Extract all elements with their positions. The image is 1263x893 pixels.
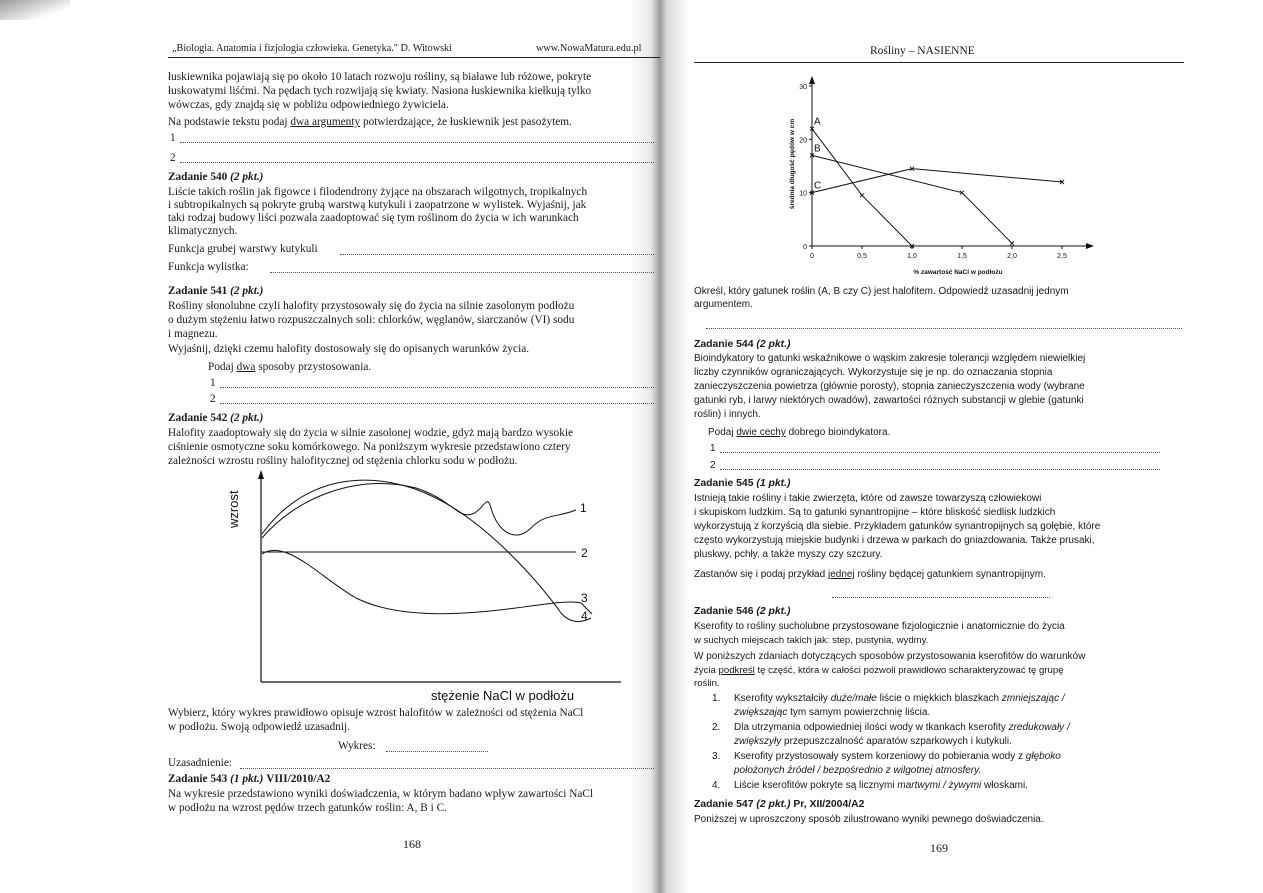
- task-points: (1 pkt.): [756, 478, 791, 489]
- series-a-point: [860, 193, 864, 197]
- answer-num: 1: [210, 377, 216, 389]
- list-option[interactable]: położonych źródeł / bezpośrednio z wilgotnej atmosfery.: [734, 765, 982, 776]
- answer-num: 1: [170, 132, 176, 144]
- chart-x-label: % zawartość NaCl w podłożu: [913, 269, 1003, 276]
- intro-line: łuskowatymi liśćmi. Na pędach tych rozwijają się kwiaty. Nasiona łuskiewnika kiełkują tylko: [168, 85, 592, 97]
- left-header-url: www.NowaMatura.edu.pl: [536, 43, 642, 54]
- z541-line: i magnezu.: [168, 328, 218, 340]
- z545-line: często wykorzystują miejskie budynki i drzewa w parkach do gniazdowania. Także prusaki,: [694, 535, 1095, 546]
- task-title: Zadanie 547: [694, 799, 754, 810]
- graph-x-label: stężenie NaCl w podłożu: [431, 688, 575, 703]
- z540-function-2: Funkcja wylistka:: [168, 261, 249, 273]
- list-item-num: 4.: [712, 780, 721, 791]
- list-text: przepuszczalność aparatów szparkowych i kutykuli.: [781, 736, 1012, 747]
- z541-line: Wyjaśnij, dzięki czemu halofity dostosowały się do opisanych warunków życia.: [168, 343, 530, 355]
- z545-heading: [694, 477, 790, 490]
- z542-heading: [168, 412, 263, 425]
- list-option[interactable]: zredukowały /: [1008, 722, 1070, 733]
- z543-line: w podłożu na wzrost pędów trzech gatunków roślin: A, B i C.: [168, 802, 447, 814]
- z544-line: liczby czynników ograniczających. Wykorzystuje się je np. do oznaczania stopnia: [694, 367, 1053, 378]
- task-title: Zadanie 540: [168, 171, 228, 183]
- z541-line: Rośliny słonolubne czyli halofity przystosowały się do życia na silnie zasolonym podłożu: [168, 300, 575, 312]
- q-text: potwierdzające, że łuskiewnik jest pasożytem.: [360, 116, 572, 128]
- z542-line: ciśnienie osmotyczne soku komórkowego. Na poniższym wykresie przedstawiono cztery: [168, 441, 571, 453]
- answer-line-f1[interactable]: [340, 254, 654, 255]
- left-header-title: „Biologia. Anatomia i fizjologia człowieka. Genetyka." D. Witowski: [172, 43, 452, 54]
- task-title: Zadanie 545: [694, 478, 754, 489]
- x-tick-label: 1,5: [957, 253, 967, 260]
- list-option[interactable]: duże/małe: [830, 693, 877, 704]
- answer-line-2[interactable]: [180, 162, 654, 163]
- right-header-title: Rośliny – NASIENNE: [870, 45, 975, 57]
- z540-line: i subtropikalnych są pokryte grubą warstwą kutykuli i zaopatrzone w wylistek. Wyjaśnij, jak: [168, 199, 587, 211]
- list-option[interactable]: zmniejszając /: [1001, 693, 1065, 704]
- curve-label-3: 3: [581, 591, 588, 605]
- z545-line: pluskwy, pchły, a także myszy czy szczury.: [694, 549, 883, 560]
- z544-line: gatunki ryb, i larwy niektórych owadów), zawartości różnych substancji w glebie (gatunki: [694, 395, 1084, 406]
- task-points: (2 pkt.): [230, 171, 264, 183]
- chart-x-axis-arrow: [1086, 243, 1094, 249]
- z543-answer-line[interactable]: [706, 328, 1182, 329]
- curve-label-2: 2: [581, 546, 588, 560]
- y-tick-label: 30: [799, 84, 807, 91]
- task-title: Zadanie 541: [168, 285, 228, 297]
- q-underlined: dwa argumenty: [290, 116, 361, 128]
- z541-question: [208, 361, 371, 374]
- q-text: życia: [694, 665, 719, 676]
- z543-after-line: Określ, który gatunek roślin (A, B czy C) jest halofitem. Odpowiedź uzasadnij jednym: [694, 286, 1069, 297]
- list-item: [734, 706, 930, 719]
- chart-series: [810, 117, 1064, 248]
- curve-1: [262, 484, 576, 538]
- z545-line: i skupiskom ludzkim. Są to gatunki synantropijne – które bliskość siedlisk ludzkich: [694, 507, 1056, 518]
- task-title: Zadanie 542: [168, 412, 228, 424]
- intro-line: łuskiewnika pojawiają się po około 10 latach rozwoju rośliny, są białawe lub różowe, pokryte: [168, 71, 592, 83]
- wykres-label: Wykres:: [338, 740, 376, 752]
- uzasadnienie-label: Uzasadnienie:: [168, 757, 232, 769]
- z545-answer-line[interactable]: [832, 597, 1050, 598]
- graph-y-label: wzrost: [226, 490, 241, 528]
- right-page: [672, 0, 1263, 893]
- task-code: Pr, XII/2004/A2: [793, 799, 865, 810]
- q-underlined: dwie cechy: [736, 427, 786, 438]
- z546-line: W poniższych zdaniach dotyczących sposobów przystosowania kserofitów do warunków: [694, 651, 1086, 662]
- task-points: (2 pkt.): [230, 285, 264, 297]
- series-a-line: [812, 129, 912, 246]
- answer-line-1[interactable]: [220, 387, 654, 388]
- task-title: Zadanie 546: [694, 606, 754, 617]
- uzasadnienie-answer-line[interactable]: [240, 768, 654, 769]
- list-option[interactable]: zwiększyły: [734, 736, 782, 747]
- task-title: Zadanie 544: [694, 339, 754, 350]
- list-text: Kserofity wykształciły: [734, 693, 831, 704]
- z544-line: zanieczyszczenia powietrza (głównie porosty), stopnia zanieczyszczenia wody (wybrane: [694, 381, 1085, 392]
- list-item: [734, 750, 1061, 763]
- answer-num: 2: [170, 152, 176, 164]
- list-item: [734, 779, 1028, 792]
- z546-line: w suchych miejscach takich jak: step, pustynia, wydmy.: [694, 635, 929, 646]
- task-points: (2 pkt.): [230, 412, 264, 424]
- x-tick-label: 2,5: [1057, 253, 1067, 260]
- x-tick-label: 1,0: [907, 253, 917, 260]
- list-option[interactable]: zwiększając: [734, 707, 788, 718]
- left-header-rule: [168, 57, 660, 58]
- list-text: liście o miękkich blaszkach: [876, 693, 1002, 704]
- series-b-label: B: [814, 143, 821, 155]
- chart-y-label: średnia długość pędów w cm: [789, 118, 796, 210]
- z545-line: Istnieją takie rośliny i takie zwierzęta, które od zawsze towarzyszą człowiekowi: [694, 493, 1042, 504]
- list-item-num: 2.: [712, 722, 721, 733]
- z544-question: [708, 426, 890, 439]
- q-text: Podaj: [208, 361, 237, 373]
- task-points: (2 pkt.): [756, 339, 791, 350]
- task-points: (2 pkt.): [756, 606, 791, 617]
- intro-question: [168, 116, 572, 129]
- z542-after: w podłożu. Swoją odpowiedź uzasadnij.: [168, 721, 350, 733]
- curve-3: [262, 480, 591, 621]
- answer-num: 2: [210, 393, 216, 405]
- y-tick-label: 20: [799, 137, 807, 145]
- series-a-label: A: [814, 116, 821, 128]
- q-text: Podaj: [708, 427, 737, 438]
- wykres-answer-line[interactable]: [386, 751, 488, 752]
- series-b-point: [1010, 241, 1014, 245]
- left-page-number: 168: [403, 837, 421, 851]
- z544-line: roślin) i innych.: [694, 409, 761, 420]
- task-code: VIII/2010/A2: [266, 773, 331, 785]
- series-c-label: C: [814, 180, 822, 192]
- right-header-rule: [694, 62, 1184, 63]
- z544-heading: [694, 338, 790, 351]
- answer-line-2[interactable]: [220, 403, 654, 404]
- z543-line: Na wykresie przedstawiono wyniki doświadczenia, w którym badano wpływ zawartości NaCl: [168, 788, 594, 800]
- right-page-number: 169: [930, 841, 948, 855]
- q-text: sposoby przystosowania.: [255, 361, 372, 373]
- answer-num: 1: [710, 443, 716, 454]
- q-underlined: jednej: [827, 569, 855, 580]
- series-c-line: [812, 169, 1062, 193]
- chart-y-axis-arrow: [809, 76, 815, 84]
- answer-line-f2[interactable]: [270, 272, 654, 273]
- z542-line: Halofity zaadoptowały się do życia w silnie zasolonej wodzie, gdyż mają bardzo wysokie: [168, 427, 573, 439]
- z544-answer-line-2[interactable]: [720, 469, 1160, 470]
- intro-line: wówczas, gdy znajdą się w pobliżu odpowiedniego żywiciela.: [168, 99, 449, 111]
- task-points: (1 pkt.): [230, 773, 264, 785]
- q-text: dobrego bioindykatora.: [785, 427, 891, 438]
- y-axis-arrow: [258, 470, 264, 479]
- z546-line: Kserofity to rośliny sucholubne przystosowane fizjologicznie i anatomicznie do życia: [694, 621, 1065, 632]
- z540-line: klimatycznych.: [168, 225, 238, 237]
- z540-heading: [168, 171, 263, 184]
- z541-heading: [168, 285, 263, 298]
- z546-line: [694, 664, 1064, 677]
- y-tick-label: 0: [803, 244, 807, 251]
- list-text: Kserofity przystosowały system korzeniowy do pobierania wody z: [734, 751, 1026, 762]
- z543-after-line: argumentem.: [694, 299, 753, 310]
- list-item: [734, 735, 1012, 748]
- z540-line: Liście takich roślin jak figowce i filodendrony żyjące na obszarach wilgotnych, tropikalnych: [168, 186, 588, 198]
- list-option[interactable]: głęboko: [1025, 751, 1061, 762]
- q-text: Zastanów się i podaj przykład: [694, 569, 828, 580]
- z546-heading: [694, 605, 790, 618]
- q-underlined: podkreśl: [718, 665, 755, 676]
- x-tick-label: 0,5: [857, 253, 867, 260]
- growth-curves-diagram: [226, 468, 636, 706]
- curve-label-4: 4: [581, 609, 588, 623]
- answer-line-1[interactable]: [180, 142, 654, 143]
- z545-question: [694, 568, 1046, 581]
- x-tick-label: 2,0: [1007, 253, 1017, 260]
- q-text: rośliny będącej gatunkiem synantropijnym.: [854, 569, 1046, 580]
- curve-label-1: 1: [580, 501, 587, 515]
- z547-line: Poniższej w uproszczony sposób zilustrowano wyniki pewnego doświadczenia.: [694, 814, 1044, 825]
- curve-4: [262, 550, 592, 614]
- nacl-growth-chart: [762, 72, 1102, 278]
- list-text: tym samym powierzchnię liścia.: [787, 707, 931, 718]
- list-item-num: 3.: [712, 751, 721, 762]
- chart-y-ticks: [799, 84, 812, 251]
- z545-line: wykorzystują z korzyścią dla siebie. Przykładem gatunków synantropijnych są gołębie, które: [694, 521, 1101, 532]
- q-text: Na podstawie tekstu podaj: [168, 116, 291, 128]
- z542-line: zależności wzrostu rośliny halofitycznej od stężenia chlorku sodu w podłożu.: [168, 455, 518, 467]
- z542-after: Wybierz, który wykres prawidłowo opisuje wzrost halofitów w zależności od stężenia NaCl: [168, 707, 584, 719]
- z540-line: taki rodzaj budowy liści pozwala zaadoptować się tym roślinom do życia w ich warunkach: [168, 212, 579, 224]
- chart-x-ticks: [810, 246, 1067, 260]
- list-option[interactable]: martwymi / żywymi: [897, 780, 982, 791]
- task-points: (2 pkt.): [756, 799, 791, 810]
- z541-line: o dużym stężeniu łatwo rozpuszczalnych soli: chlorków, węglanów, siarczanów (VI) sodu: [168, 314, 575, 326]
- y-tick-label: 10: [799, 190, 807, 198]
- q-underlined: dwa: [236, 361, 256, 373]
- list-item: [734, 721, 1070, 734]
- z547-heading: [694, 798, 864, 811]
- q-text: tę część, która w całości pozwoli prawidłowo scharakteryzować tę grupę: [754, 665, 1064, 676]
- list-text: włoskami.: [981, 780, 1028, 791]
- z544-line: Bioindykatory to gatunki wskaźnikowe o wąskim zakresie tolerancji względem niewielkiej: [694, 353, 1086, 364]
- list-text: Liście kserofitów pokryte są licznymi: [734, 780, 898, 791]
- answer-num: 2: [710, 460, 716, 471]
- z540-function-1: Funkcja grubej warstwy kutykuli: [168, 243, 318, 255]
- task-title: Zadanie 543: [168, 773, 228, 785]
- list-text: Dla utrzymania odpowiedniej ilości wody w tkankach kserofity: [734, 722, 1009, 733]
- z546-line: roślin.: [694, 678, 720, 689]
- list-item: [734, 764, 981, 777]
- list-item-num: 1.: [712, 693, 721, 704]
- list-item: [734, 692, 1065, 705]
- z544-answer-line-1[interactable]: [720, 452, 1160, 453]
- z543-heading: [168, 773, 330, 786]
- x-tick-label: 0: [810, 253, 814, 260]
